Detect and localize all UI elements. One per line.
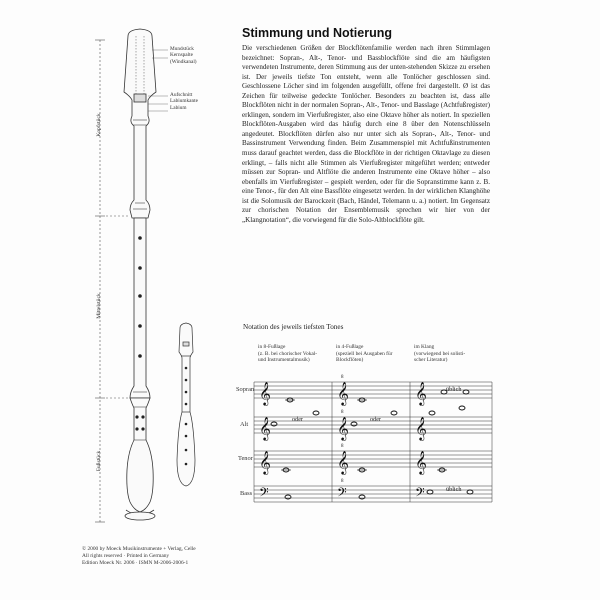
svg-text:𝄞: 𝄞	[415, 381, 427, 405]
svg-text:𝄞: 𝄞	[259, 450, 271, 474]
col2-line2: (vorwiegend bei solisti-	[414, 350, 466, 357]
label-kernspalte: Kernspalte	[170, 52, 193, 59]
svg-text:𝄞: 𝄞	[415, 450, 427, 474]
col0-line2: (z. B. bei chorischer Vokal-	[258, 350, 318, 357]
column-header-8fuss	[258, 344, 317, 364]
svg-text:𝄞: 𝄞	[337, 381, 349, 405]
ueblich-label-bass: üblich	[446, 486, 462, 493]
col1-line2: (speziell bei Ausgaben für	[336, 350, 393, 357]
svg-text:𝄢: 𝄢	[337, 485, 347, 503]
page-title: Stimmung und Notierung	[242, 26, 392, 40]
label-mittelstueck: Mittelstück	[96, 293, 102, 319]
oder-label-alt-col1: oder	[292, 416, 303, 423]
row-label-tenor: Tenor	[238, 455, 253, 462]
svg-text:8: 8	[341, 410, 344, 415]
svg-text:8: 8	[341, 444, 344, 449]
svg-text:𝄞: 𝄞	[337, 450, 349, 474]
label-labiumkante: Labiumkante	[170, 98, 198, 105]
oder-label-alt-col2: oder	[370, 416, 381, 423]
column-header-4fuss	[336, 344, 392, 364]
copyright-footer	[82, 546, 196, 566]
svg-text:𝄞: 𝄞	[337, 416, 349, 440]
label-aufschnitt: Aufschnitt	[170, 92, 193, 98]
col1-line1: in 4-Fußlage	[336, 344, 364, 350]
footer-line3: Edition Moeck Nr. 2006 · ISMN M-2006-2006-1	[82, 559, 189, 566]
row-label-bass: Bass	[240, 490, 253, 497]
row-label-sopran: Sopran	[236, 386, 255, 393]
label-group-labium	[170, 92, 198, 111]
col2-line1: im Klang	[414, 344, 435, 350]
column-header-klang	[414, 344, 465, 364]
footer-line2: All rights reserved · Printed in Germany	[82, 552, 170, 559]
notation-title: Notation des jeweils tiefsten Tones	[243, 323, 344, 331]
svg-text:8: 8	[341, 375, 344, 380]
col2-line3: scher Literatur)	[414, 357, 448, 364]
row-label-alt: Alt	[240, 421, 249, 428]
svg-text:𝄞: 𝄞	[259, 381, 271, 405]
svg-text:8: 8	[341, 479, 344, 484]
svg-text:𝄢: 𝄢	[415, 485, 425, 503]
svg-text:𝄞: 𝄞	[415, 416, 427, 440]
ueblich-label-sopran: üblich	[446, 386, 462, 393]
label-fussstueck: Fußstück	[96, 450, 102, 472]
label-mundstueck	[170, 46, 197, 65]
body-paragraph: Die verschiedenen Größen der Blockflötenfamilie werden nach ihren Stimmlagen bezeichnet: Sopran-, Alt-, Tenor- und Bassblockflöte sind die am häufigsten verwendeten Instrumente, deren Stimmung aus der unten-stehenden Skizze zu ersehen ist. Der jeweils tiefste Ton entsteht, wenn alle Tonlöcher geschlossen sind. Geschlossene Löcher sind im folgenden ausgefüllt, offene frei dargestellt. Ø ist das Zeichen für teilweise gedeckte Tonlöcher. Besonders zu beachten ist, dass alle Blockflöten nicht in der normalen Sopran-, Alt-, Tenor- und Basslage (Achtfußregister) erklingen, sondern im Vierfußregister, also eine Oktave höher als notiert. In speziellen Blockflöten-Ausgaben wird das häufig durch eine 8 über den Notenschlüsseln angedeutet. Blockflöten dürfen also nur unter sich als Sopran-, Alt-, Tenor- und Bassinstrument Verwendung finden. Beim Zusammenspiel mit Achtfußinstrumenten muss darauf geachtet werden, dass die Blockflöte in der richtigen Oktavlage zu diesen erklingt, – falls nicht alle Stimmen als Vierfußregister mitgeführt werden; entweder müssen zur Sopran- und Altflöte die anderen Instrumente eine Oktave höher – also ebenfalls im Vierfußregister – gespielt werden, oder für die Sopranstimme kann z. B. eine Tenor-, für den Alt eine Bassflöte eingesetzt werden. In der wirklichen Klanghöhe ist die Solomusik der Barockzeit (Bach, Händel, Telemann u. a.) notiert. Im Gegensatz zur chorischen Notation der Ensemblemusik sprechen wir hier von der „Klangnotation“, die vorwiegend für die Solo-Altblockflöte gilt.	[242, 44, 490, 224]
label-mundstueck-text: Mundstück	[170, 46, 194, 52]
body-text	[242, 44, 490, 225]
svg-text:𝄞: 𝄞	[259, 416, 271, 440]
col0-line3: und Instrumentalmusik)	[258, 357, 310, 364]
col1-line3: Blockflöten)	[336, 357, 364, 364]
svg-text:𝄢: 𝄢	[259, 485, 269, 503]
label-windkanal: (Windkanal)	[170, 58, 197, 65]
label-kopfstueck: Kopfstück	[96, 113, 102, 137]
label-labium: Labium	[170, 104, 187, 111]
col0-line1: in 8-Fußlage	[258, 344, 286, 350]
footer-line1: © 2000 by Moeck Musikinstrumente + Verlag, Celle	[82, 546, 196, 552]
